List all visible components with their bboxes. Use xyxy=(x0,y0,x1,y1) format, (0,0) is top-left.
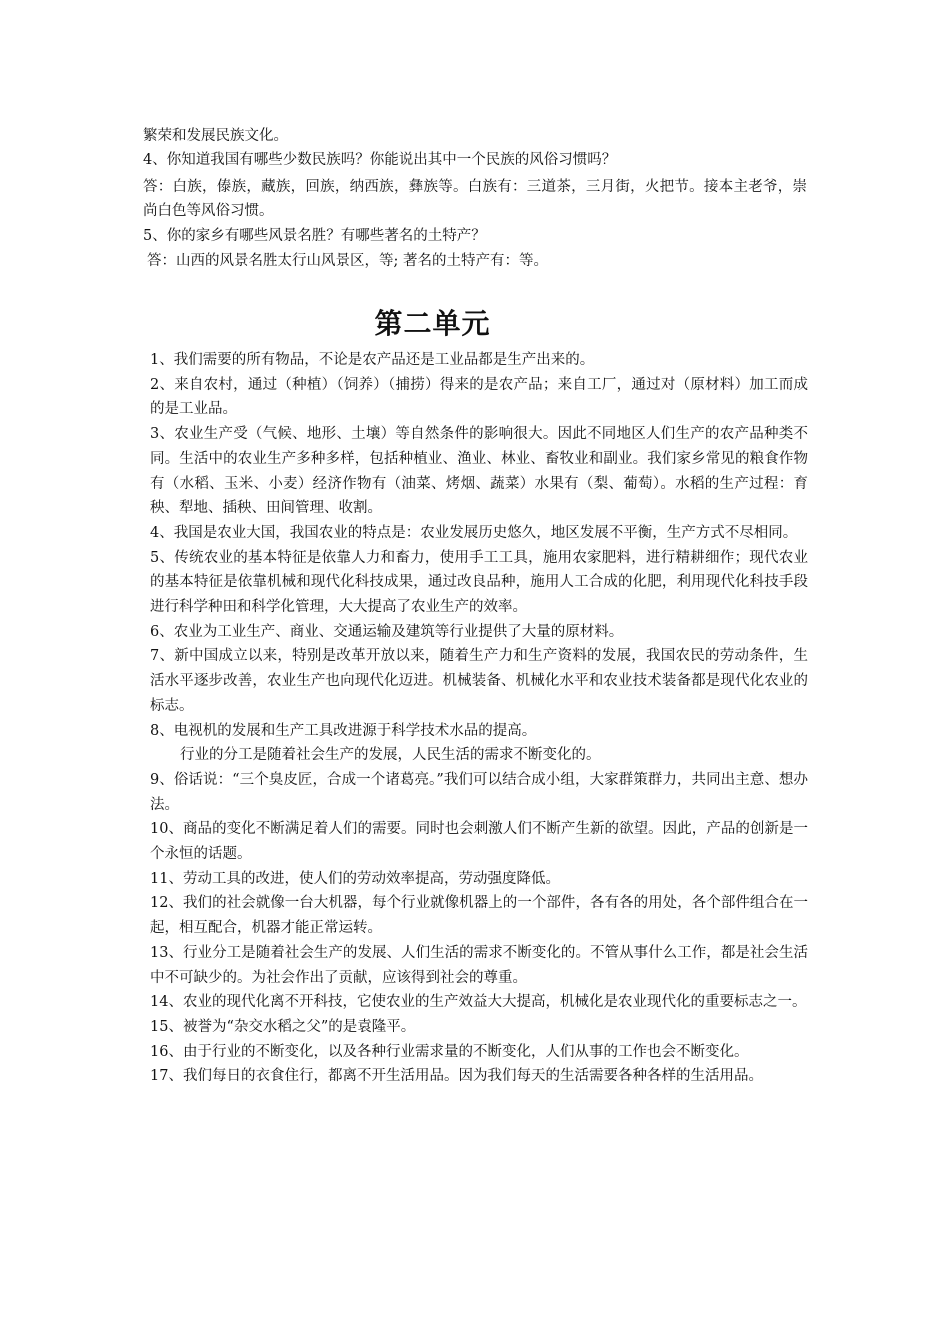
unit2-list xyxy=(150,348,808,1089)
question-4: 4、你知道我国有哪些少数民族吗？你能说出其中一个民族的风俗习惯吗？ xyxy=(143,152,617,168)
list-item: 12、我们的社会就像一台大机器，每个行业就像机器上的一个部件，各有各的用处，各个部件组合在一起，相互配合，机器才能正常运转。 xyxy=(150,895,808,937)
list-item: 3、农业生产受（气候、地形、土壤）等自然条件的影响很大。因此不同地区人们生产的农产品种类不同。生活中的农业生产多种多样，包括种植业、渔业、林业、畜牧业和副业。我们家乡常见的粮食作物有（水稻、玉米、小麦）经济作物有（油菜、烤烟、蔬菜）水果有（梨、葡萄）。水稻的生产过程：育秧、犁地、插秧、田间管理、收割。 xyxy=(150,426,808,517)
list-item: 15、被誉为“杂交水稻之父”的是袁隆平。 xyxy=(150,1018,416,1035)
list-item: 2、来自农村，通过（种植）（饲养）（捕捞）得来的是农产品；来自工厂，通过对（原材料）加工而成的是工业品。 xyxy=(150,376,808,418)
list-item: 13、行业分工是随着社会生产的发展、人们生活的需求不断变化的。不管从事什么工作，都是社会生活中不可缺少的。为社会作出了贡献，应该得到社会的尊重。 xyxy=(150,944,808,986)
list-item: 行业的分工是随着社会生产的发展，人民生活的需求不断变化的。 xyxy=(180,747,601,764)
text-line: 繁荣和发展民族文化。 xyxy=(143,128,288,144)
list-item: 5、传统农业的基本特征是依靠人力和畜力，使用手工工具，施用农家肥料，进行精耕细作；现代农业的基本特征是依靠机械和现代化科技成果，通过改良品种，施用人工合成的化肥，利用现代化科技手段进行科学种田和科学化管理，大大提高了农业生产的效率。 xyxy=(150,549,808,616)
list-item: 10、商品的变化不断满足着人们的需要。同时也会刺激人们不断产生新的欲望。因此，产品的创新是一个永恒的话题。 xyxy=(150,821,808,863)
list-item: 9、俗话说：“三个臭皮匠，合成一个诸葛亮。”我们可以结合成小组，大家群策群力，共同出主意、想办法。 xyxy=(150,771,808,813)
list-item: 16、由于行业的不断变化，以及各种行业需求量的不断变化，人们从事的工作也会不断变化。 xyxy=(150,1043,749,1060)
list-item: 6、农业为工业生产、商业、交通运输及建筑等行业提供了大量的原材料。 xyxy=(150,623,624,640)
list-item: 4、我国是农业大国，我国农业的特点是：农业发展历史悠久，地区发展不平衡，生产方式不尽相同。 xyxy=(150,524,798,541)
list-item: 17、我们每日的衣食住行，都离不开生活用品。因为我们每天的生活需要各种各样的生活用品。 xyxy=(150,1068,763,1085)
list-item: 11、劳动工具的改进，使人们的劳动效率提高，劳动强度降低。 xyxy=(150,870,560,887)
list-item: 14、农业的现代化离不开科技，它使农业的生产效益大大提高，机械化是农业现代化的重要标志之一。 xyxy=(150,994,807,1011)
list-item: 7、新中国成立以来，特别是改革开放以来，随着生产力和生产资料的发展，我国农民的劳动条件，生活水平逐步改善，农业生产也向现代化迈进。机械装备、机械化水平和农业技术装备都是现代化农业的标志。 xyxy=(150,648,808,714)
list-item: 1、我们需要的所有物品，不论是农产品还是工业品都是生产出来的。 xyxy=(150,352,595,368)
question-5: 5、你的家乡有哪些风景名胜？有哪些著名的土特产？ xyxy=(143,228,486,244)
answer-5: 答：山西的风景名胜太行山风景区，等; 著名的土特产有：等。 xyxy=(147,253,548,269)
unit-title: 第二单元 xyxy=(374,307,491,340)
list-item: 8、电视机的发展和生产工具改进源于科学技术水品的提高。 xyxy=(150,722,537,739)
answer-4: 答：白族，傣族，藏族，回族，纳西族，彝族等。白族有：三道茶，三月街，火把节。接本主老爷，崇尚白色等风俗习惯。 xyxy=(143,179,807,219)
